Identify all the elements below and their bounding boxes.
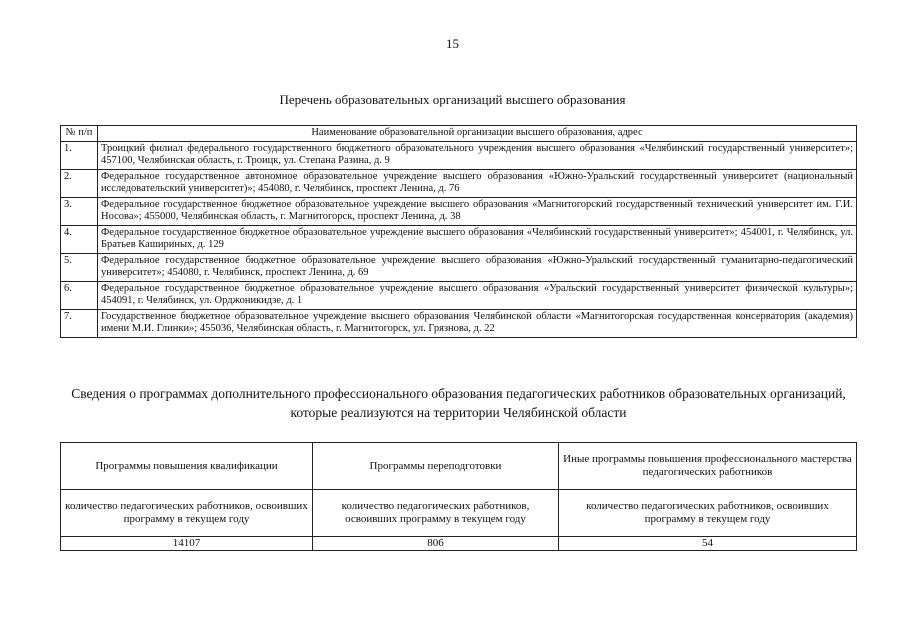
programs-header-row xyxy=(61,443,857,490)
table-row xyxy=(61,225,857,253)
programs-section-title: Сведения о программах дополнительного профессионального образования педагогических работников образовательных организаций, которые реализуются на территории Челябинской области xyxy=(71,386,846,420)
programs-value-cell: 54 xyxy=(559,537,857,551)
table-row xyxy=(61,141,857,169)
table-row xyxy=(61,281,857,309)
orgs-header-name: Наименование образовательной организации высшего образования, адрес xyxy=(98,126,857,142)
table-row xyxy=(61,309,857,337)
orgs-header-num: № п/п xyxy=(61,126,98,142)
programs-values-row xyxy=(61,537,857,551)
table-row xyxy=(61,197,857,225)
table-row xyxy=(61,169,857,197)
org-row-num: 4. xyxy=(61,225,98,253)
org-row-name: Троицкий филиал федерального государственного бюджетного образовательного учреждения высшего образования «Челябинский государственный университет»; 457100, Челябинская область, г. Троицк, ул. Степана Разина, д. 9 xyxy=(98,141,857,169)
org-row-num: 6. xyxy=(61,281,98,309)
orgs-table-header-row xyxy=(61,126,857,142)
orgs-section-title: Перечень образовательных организаций высшего образования xyxy=(279,92,626,107)
programs-header-cell: Программы переподготовки xyxy=(313,443,559,490)
programs-description-cell: количество педагогических работников, освоивших программу в текущем году xyxy=(313,490,559,537)
table-row xyxy=(61,253,857,281)
programs-description-cell: количество педагогических работников, освоивших программу в текущем году xyxy=(61,490,313,537)
programs-value-cell: 806 xyxy=(313,537,559,551)
org-row-num: 2. xyxy=(61,169,98,197)
programs-header-cell: Программы повышения квалификации xyxy=(61,443,313,490)
org-row-name: Федеральное государственное бюджетное образовательное учреждение высшего образования «Уральский государственный университет физической культуры»; 454091, г. Челябинск, ул. Орджоникидзе, д. 1 xyxy=(98,281,857,309)
programs-description-cell: количество педагогических работников, освоивших программу в текущем году xyxy=(559,490,857,537)
programs-description-row xyxy=(61,490,857,537)
org-row-name: Федеральное государственное бюджетное образовательное учреждение высшего образования «Магнитогорский государственный технический университет им. Г.И. Носова»; 455000, Челябинская область, г. Магнитогорск, проспект Ленина, д. 38 xyxy=(98,197,857,225)
org-row-num: 5. xyxy=(61,253,98,281)
org-row-name: Федеральное государственное бюджетное образовательное учреждение высшего образования «Челябинский государственный университет»; 454001, г. Челябинск, ул. Братьев Кашириных, д. 129 xyxy=(98,225,857,253)
org-row-num: 1. xyxy=(61,141,98,169)
org-row-num: 3. xyxy=(61,197,98,225)
orgs-table xyxy=(60,125,857,338)
org-row-num: 7. xyxy=(61,309,98,337)
programs-table xyxy=(60,442,857,551)
org-row-name: Государственное бюджетное образовательное учреждение высшего образования Челябинской области «Магнитогорская государственная консерватория (академия) имени М.И. Глинки»; 455036, Челябинская область, г. Магнитогорск, ул. Грязнова, д. 22 xyxy=(98,309,857,337)
org-row-name: Федеральное государственное автономное образовательное учреждение высшего образования «Южно-Уральский государственный университет (национальный исследовательский университет)»; 454080, г. Челябинск, проспект Ленина, д. 76 xyxy=(98,169,857,197)
programs-value-cell: 14107 xyxy=(61,537,313,551)
org-row-name: Федеральное государственное бюджетное образовательное учреждение высшего образования «Южно-Уральский государственный гуманитарно-педагогический университет»; 454080, г. Челябинск, проспект Ленина, д. 69 xyxy=(98,253,857,281)
programs-header-cell: Иные программы повышения профессионального мастерства педагогических работников xyxy=(559,443,857,490)
page-number: 15 xyxy=(446,36,459,51)
